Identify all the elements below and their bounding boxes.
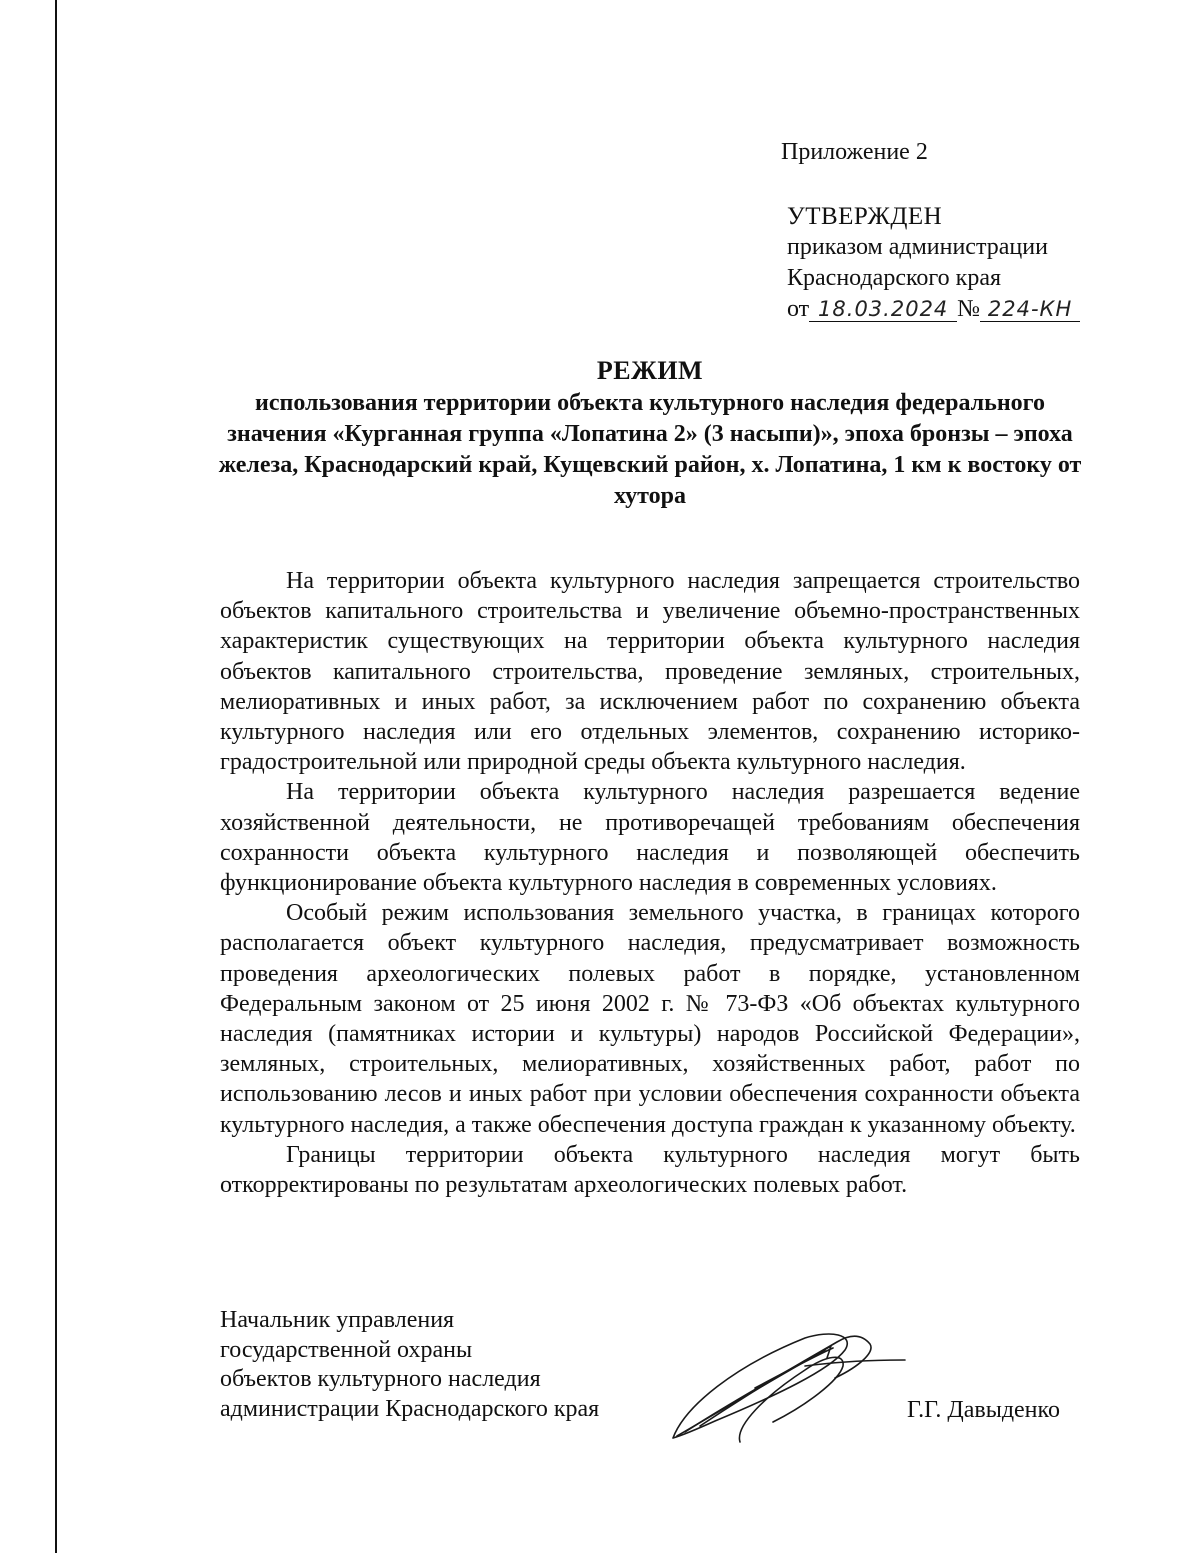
page-left-border	[55, 0, 57, 1553]
document-title: РЕЖИМ	[596, 356, 704, 385]
document-title-block	[210, 354, 1090, 512]
signatory-position-line-2: государственной охраны	[220, 1336, 473, 1363]
approval-line-1: приказом администрации	[787, 234, 1048, 260]
body-paragraph-2: На территории объекта культурного наследия разрешается ведение хозяйственной деятельности, не противоречащей требованиям обеспечения сохранности объекта культурного наследия и позволяющей обеспечить функционирование объекта культурного наследия в современных условиях.	[220, 779, 1080, 897]
body-paragraph-4: Границы территории объекта культурного наследия могут быть откорректированы по результатам археологических полевых работ.	[220, 1141, 1080, 1199]
order-reference	[787, 294, 1080, 325]
signatory-position-line-1: Начальник управления	[220, 1307, 455, 1333]
number-sign: №	[957, 296, 981, 322]
approval-line-2: Краснодарского края	[787, 265, 1002, 291]
body-paragraph-1: На территории объекта культурного наследия запрещается строительство объектов капитального строительства и увеличение объемно-пространственных характеристик существующих на территории объекта культурного наследия объектов капитального строительства, проведение земляных, строительных, мелиоративных и иных работ, за исключением работ по сохранению объекта культурного наследия или его отдельных элементов, сохранению историко-градостроительной или природной среды объекта культурного наследия.	[220, 568, 1080, 776]
signatory-name: Г.Г. Давыденко	[907, 1397, 1060, 1423]
handwritten-signature-icon	[655, 1326, 915, 1446]
signatory-position-line-3: объектов культурного наследия	[220, 1366, 541, 1392]
document-subtitle: использования территории объекта культурного наследия федерального значения «Курганная группа «Лопатина 2» (3 насыпи)», эпоха бронзы – эпоха железа, Краснодарский край, Кущевский район, х. Лопатина, 1 км к востоку от хутора	[218, 390, 1082, 509]
approval-stamp-block	[787, 201, 1080, 325]
document-body	[220, 566, 1080, 1200]
body-paragraph-3: Особый режим использования земельного участка, в границах которого располагается объект культурного наследия, предусматривает возможность проведения археологических полевых работ в порядке, установленном Федеральным законом от 25 июня 2002 г. № 73-ФЗ «Об объектах культурного наследия (памятниках истории и культуры) народов Российской Федерации», земляных, строительных, мелиоративных, хозяйственных работ, работ по использованию лесов и иных работ при условии обеспечения сохранности объекта культурного наследия, а также обеспечения доступа граждан к указанному объекту.	[220, 900, 1080, 1138]
order-date-handwritten: 18.03.2024	[809, 297, 957, 322]
order-number-handwritten: 224-КН	[980, 297, 1080, 322]
order-prefix: от	[787, 296, 810, 322]
signatory-position	[220, 1306, 599, 1424]
approval-status: УТВЕРЖДЕН	[787, 203, 943, 230]
signatory-position-line-4: администрации Краснодарского края	[220, 1395, 600, 1422]
appendix-label: Приложение 2	[781, 139, 928, 165]
